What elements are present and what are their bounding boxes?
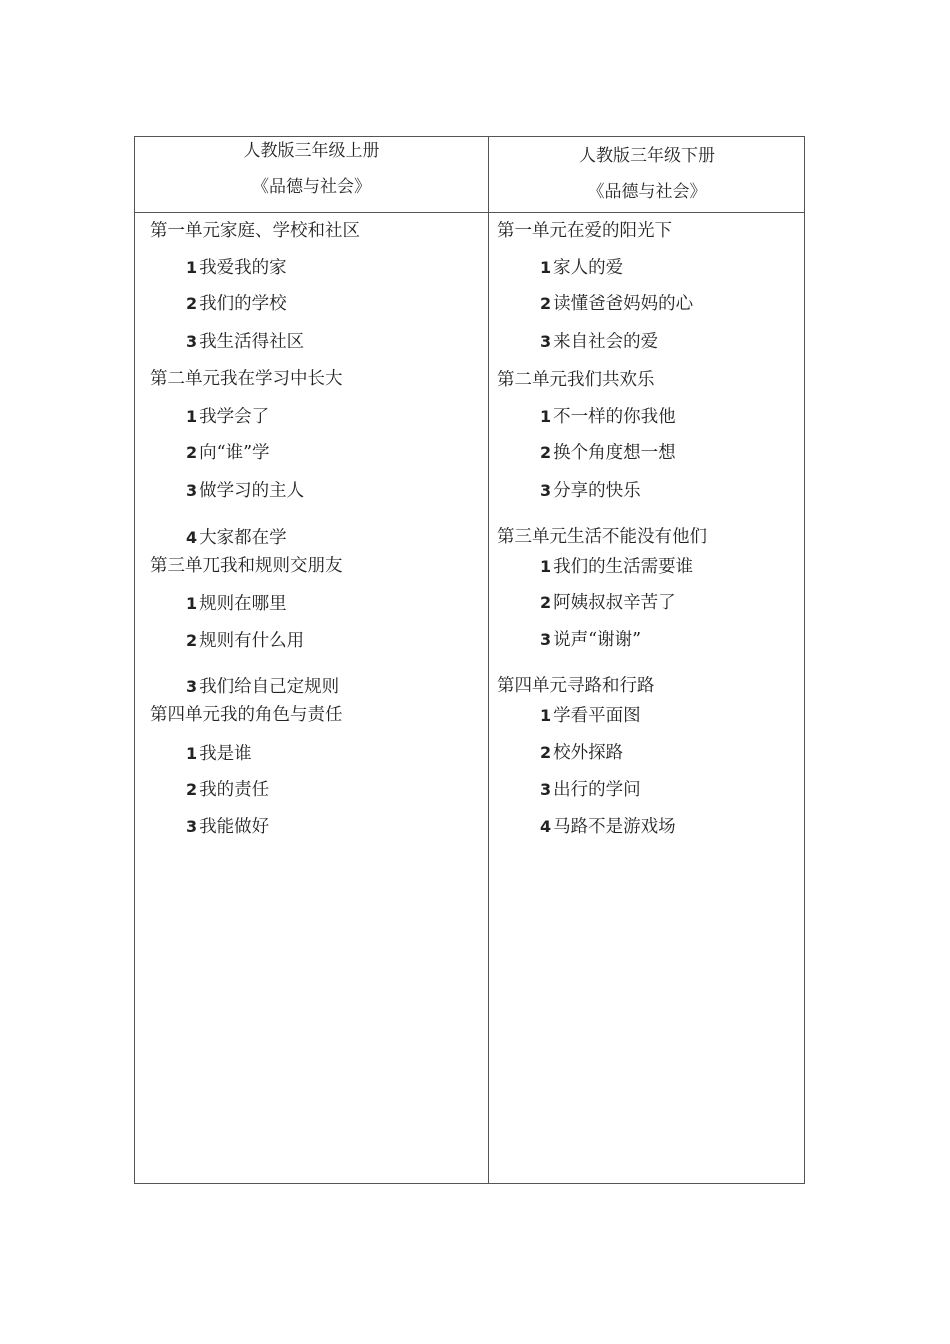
left-unit-3-lesson-3: 3 我们给自己定规则 (186, 677, 340, 697)
right-unit-2-title: 第二单元我们共欢乐 (497, 370, 655, 390)
right-unit-3-lesson-1: 1 我们的生活需要谁 (540, 557, 694, 577)
left-unit-1-lesson-3: 3 我生活得社区 (186, 332, 305, 352)
right-header-line2: 《品德与社会》 (587, 182, 707, 202)
right-unit-3-lesson-3: 3 说声“谢谢” (540, 630, 642, 650)
right-unit-4-lesson-4: 4 马路不是游戏场 (540, 817, 676, 837)
right-unit-1-lesson-1: 1 家人的爱 (540, 258, 624, 278)
left-unit-1-title: 第一单元家庭、学校和社区 (150, 221, 360, 241)
right-unit-1-title: 第一单元在爱的阳光下 (497, 221, 672, 241)
right-unit-2-lesson-3: 3 分享的快乐 (540, 481, 641, 501)
right-unit-1-lesson-2: 2 读懂爸爸妈妈的心 (540, 294, 694, 314)
right-unit-2-lesson-2: 2 换个角度想一想 (540, 443, 676, 463)
right-unit-4-lesson-3: 3 出行的学问 (540, 780, 641, 800)
left-unit-2-lesson-1: 1 我学会了 (186, 407, 270, 427)
left-unit-1-lesson-2: 2 我们的学校 (186, 294, 287, 314)
left-unit-4-lesson-1: 1 我是谁 (186, 744, 252, 764)
right-unit-4-lesson-2: 2 校外探路 (540, 743, 624, 763)
left-unit-2-lesson-2: 2 向“谁”学 (186, 443, 270, 463)
left-unit-4-lesson-2: 2 我的责任 (186, 780, 270, 800)
left-unit-2-lesson-4: 4 大家都在学 (186, 528, 287, 548)
left-unit-1-lesson-1: 1 我爱我的家 (186, 258, 287, 278)
right-unit-2-lesson-1: 1 不一样的你我他 (540, 407, 676, 427)
right-unit-1-lesson-3: 3 来自社会的爱 (540, 332, 659, 352)
left-unit-4-title: 第四单元我的角色与责任 (150, 705, 343, 725)
right-unit-4-title: 第四单元寻路和行路 (497, 676, 655, 696)
column-divider (488, 137, 489, 1183)
right-header-line1: 人教版三年级下册 (579, 146, 715, 166)
left-unit-4-lesson-3: 3 我能做好 (186, 817, 270, 837)
curriculum-table (134, 136, 805, 1184)
right-unit-3-title: 第三单元生活不能没有他们 (497, 527, 707, 547)
left-unit-3-title: 第三单兀我和规则交朋友 (150, 556, 343, 576)
left-unit-2-lesson-3: 3 做学习的主人 (186, 481, 305, 501)
left-header-line1: 人教版三年级上册 (243, 141, 380, 161)
left-unit-3-lesson-1: 1 规则在哪里 (186, 594, 287, 614)
left-unit-2-title: 第二单元我在学习中长大 (150, 369, 343, 389)
right-unit-3-lesson-2: 2 阿姨叔叔辛苦了 (540, 593, 676, 613)
right-unit-4-lesson-1: 1 学看平面图 (540, 706, 641, 726)
left-unit-3-lesson-2: 2 规则有什么用 (186, 631, 305, 651)
header-divider (135, 212, 804, 213)
left-header-line2: 《品德与社会》 (252, 177, 371, 197)
